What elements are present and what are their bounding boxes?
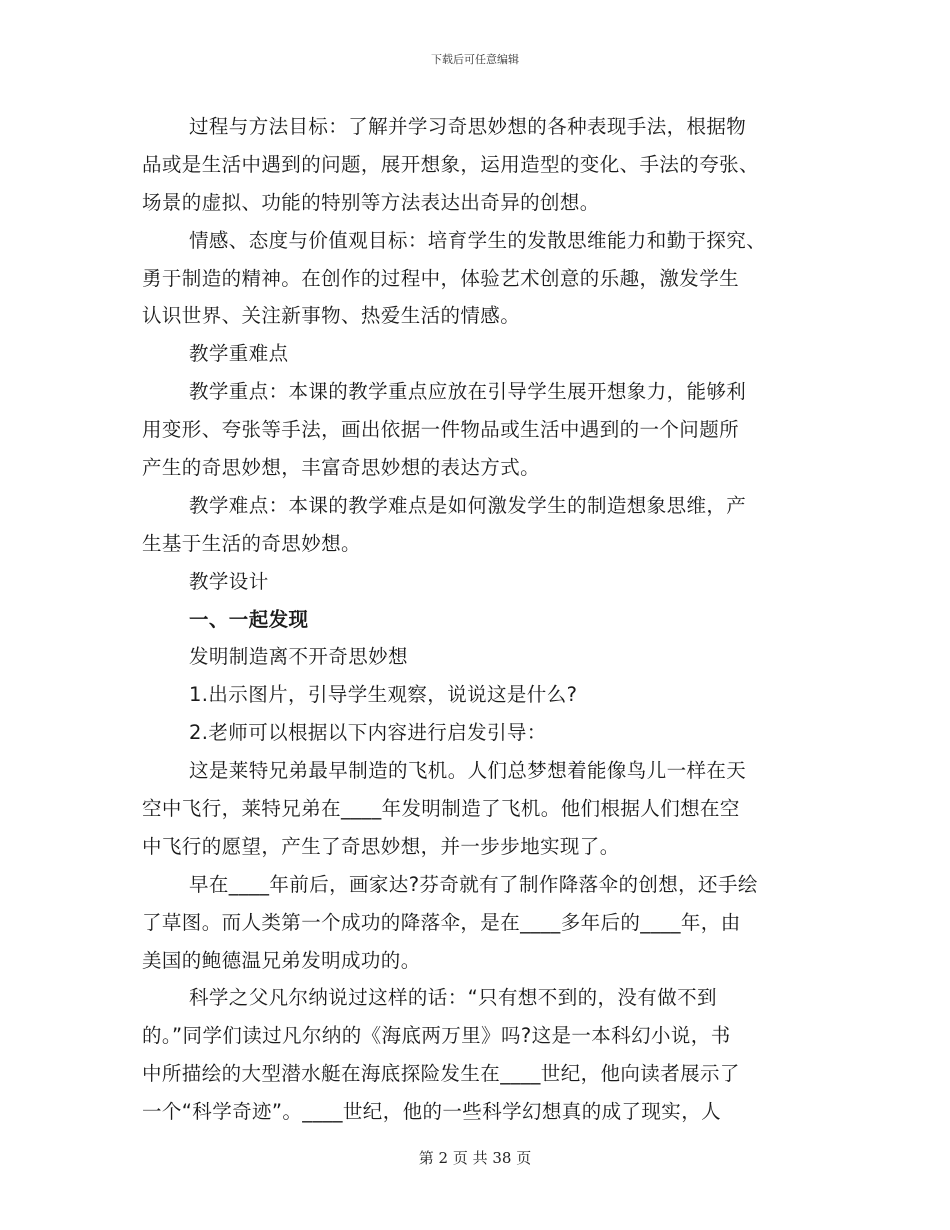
text-line-15: 发明制造离不开奇思妙想	[189, 645, 408, 669]
text-line-21: 早在____年前后，画家达?芬奇就有了制作降落伞的创想，还手绘	[189, 872, 758, 896]
text-line-17: 2.老师可以根据以下内容进行启发引导：	[189, 721, 547, 745]
text-line-9: 用变形、夸张等手法，画出依据一件物品或生活中遇到的一个问题所	[142, 418, 740, 442]
text-line-10: 产生的奇思妙想，丰富奇思妙想的表达方式。	[142, 456, 541, 480]
text-line-19: 空中飞行，莱特兄弟在____年发明制造了飞机。他们根据人们想在空	[142, 797, 740, 821]
page-header: 下载后可任意编辑	[431, 53, 519, 66]
text-line-16: 1.出示图片，引导学生观察，说说这是什么?	[189, 683, 578, 707]
text-line-8: 教学重点：本课的教学重点应放在引导学生展开想象力，能够利	[189, 380, 747, 404]
text-line-18: 这是莱特兄弟最早制造的飞机。人们总梦想着能像鸟儿一样在天	[189, 759, 747, 783]
text-line-27: 一个“科学奇迹”。____世纪，他的一些科学幻想真的成了现实，人	[142, 1100, 722, 1124]
text-line-5: 勇于制造的精神。在创作的过程中，体验艺术创意的乐趣，激发学生	[142, 266, 740, 290]
text-line-24: 科学之父凡尔纳说过这样的话：“只有想不到的，没有做不到	[189, 986, 717, 1010]
text-line-20: 中飞行的愿望，产生了奇思妙想，并一步步地实现了。	[142, 834, 620, 858]
text-line-25: 的。”同学们读过凡尔纳的《海底两万里》吗?这是一本科幻小说，书	[142, 1024, 731, 1048]
text-line-6: 认识世界、关注新事物、热爱生活的情感。	[142, 304, 521, 328]
document-body	[142, 108, 807, 1131]
text-line-23: 美国的鲍德温兄弟发明成功的。	[142, 948, 421, 972]
page-footer: 第 2 页 共 38 页	[418, 1149, 532, 1167]
text-line-1: 过程与方法目标：了解并学习奇思妙想的各种表现手法，根据物	[189, 115, 747, 138]
text-line-12: 生基于生活的奇思妙想。	[142, 531, 361, 555]
text-line-4: 情感、态度与价值观目标：培育学生的发散思维能力和勤于探究、	[189, 228, 767, 252]
text-line-22: 了草图。而人类第一个成功的降落伞，是在____多年后的____年，由	[142, 910, 741, 934]
text-line-26: 中所描绘的大型潜水艇在海底探险发生在____世纪，他向读者展示了	[142, 1062, 740, 1086]
text-line-11: 教学难点：本课的教学难点是如何激发学生的制造想象思维，产	[189, 493, 747, 517]
section-heading-teaching-focus: 教学重难点	[189, 342, 289, 366]
text-line-2: 品或是生活中遇到的问题，展开想象，运用造型的变化、手法的夸张、	[142, 152, 759, 176]
section-heading-discover: 一、一起发现	[189, 607, 309, 631]
text-line-3: 场景的虚拟、功能的特别等方法表达出奇异的创想。	[142, 190, 600, 214]
section-heading-teaching-design: 教学设计	[189, 569, 269, 593]
